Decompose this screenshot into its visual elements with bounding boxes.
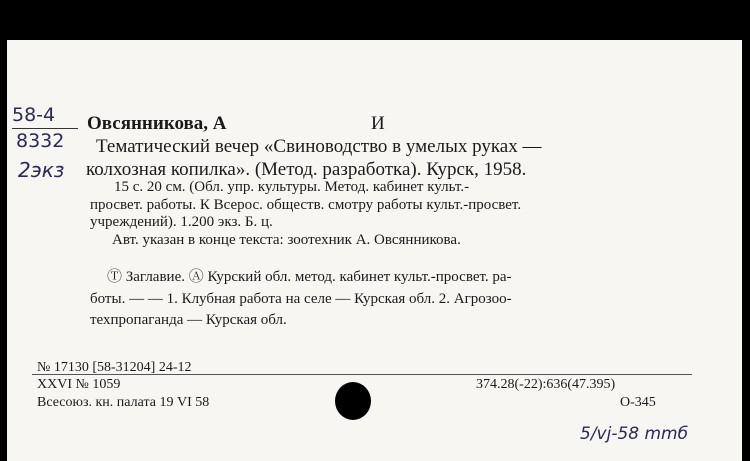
footer-classification: 374.28(-22):636(47.395) bbox=[476, 377, 616, 392]
description-line-1: 15 с. 20 см. (Обл. упр. культуры. Метод. кабинет культ.- bbox=[114, 179, 470, 195]
index-line-2: боты. — — 1. Клубная работа на селе — Курская обл. 2. Агрозоо- bbox=[90, 291, 512, 307]
author-initial: И bbox=[371, 113, 385, 134]
author-note: Авт. указан в конце текста: зоотехник А. Овсянникова. bbox=[112, 232, 461, 248]
title-line-2: колхозная копилка». (Метод. разработка). Курск, 1958. bbox=[86, 159, 527, 180]
title-line-1: Тематический вечер «Свиноводство в умелых руках — bbox=[96, 136, 542, 157]
footer-volume-number: XXVI № 1059 bbox=[37, 377, 121, 392]
handwritten-copies-note: 2экз bbox=[18, 158, 65, 182]
footer-code: О-345 bbox=[620, 395, 656, 410]
footer-registry-number: № 17130 [58-31204] 24-12 bbox=[37, 360, 192, 375]
author-name: Овсянникова, А bbox=[87, 113, 227, 134]
punch-hole bbox=[335, 382, 371, 420]
index-line-1: Ⓣ Заглавие. Ⓐ Курский обл. метод. кабинет культ.-просвет. ра- bbox=[107, 269, 512, 285]
index-line-3: техпропаганда — Курская обл. bbox=[90, 312, 287, 328]
catalog-card bbox=[7, 40, 742, 461]
description-line-2: просвет. работы. К Всерос. обществ. смотру работы культ.-просвет. bbox=[90, 197, 522, 213]
call-number-bottom: 8332 bbox=[16, 130, 65, 152]
handwritten-date-note: 5/vj-58 mmб bbox=[580, 424, 689, 444]
call-number-underline bbox=[12, 128, 78, 129]
description-line-3: учреждений). 1.200 экз. Б. ц. bbox=[90, 214, 273, 230]
call-number-top: 58-4 bbox=[12, 104, 56, 126]
footer-publisher: Всесоюз. кн. палата 19 VI 58 bbox=[37, 395, 210, 410]
